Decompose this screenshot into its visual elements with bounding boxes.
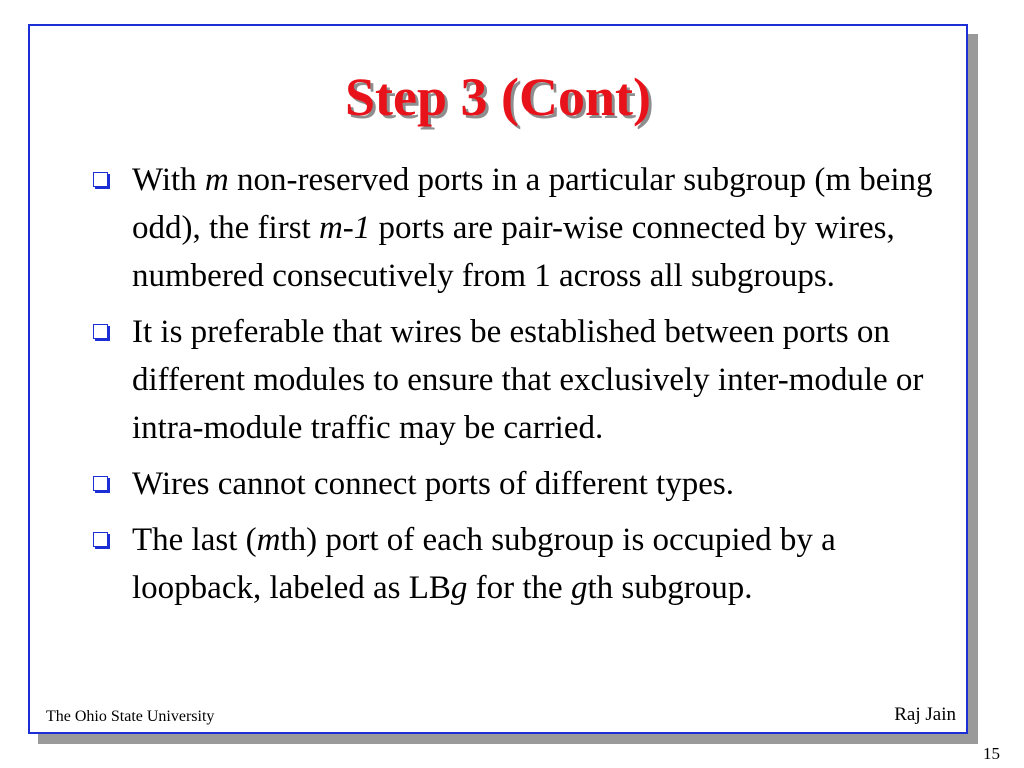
bullet-text-4-part-1: The last ( [132,522,257,558]
footer-university: The Ohio State University [46,708,215,725]
bullet-text-1-part-1: With [132,162,205,198]
bullet-text-4-part-4: g [450,570,468,606]
bullet-text-4-part-7: th subgroup. [587,570,753,606]
square-bullet-icon [93,476,108,491]
square-bullet-icon [93,532,108,547]
bullet-text-1-part-3: non-reserved ports in a particular subgroup (m being odd), the first [132,162,933,246]
bullet-item-4 [90,516,970,612]
bullet-item-2 [90,308,970,452]
square-bullet-icon [93,324,108,339]
bullet-list [90,156,970,620]
bullet-text-4-part-6: g [570,570,588,606]
bullet-text-1-part-4: m-1 [318,210,371,246]
slide-frame [28,24,968,734]
page-number: 15 [983,744,1000,763]
bullet-text-4-part-3: th) port of each subgroup is occupied by a loopback, labeled as LB [132,522,836,606]
footer-author: Raj Jain [894,704,956,725]
bullet-text-2: It is preferable that wires be established between ports on different modules to ensure that exclusively inter-module or intra-module traffic may be carried. [132,314,924,446]
slide-title: Step 3 (Cont) [345,67,651,127]
bullet-text-1-part-2: m [204,162,229,198]
square-bullet-icon [93,172,108,187]
bullet-text-1-part-5: ports are pair-wise connected by wires, numbered consecutively from 1 across all subgroups. [132,210,895,294]
bullet-item-3 [90,460,970,508]
bullet-text-4-part-5: for the [467,570,571,606]
bullet-item-1 [90,156,970,300]
bullet-text-4-part-2: m [256,522,281,558]
bullet-text-3: Wires cannot connect ports of different types. [132,466,734,502]
